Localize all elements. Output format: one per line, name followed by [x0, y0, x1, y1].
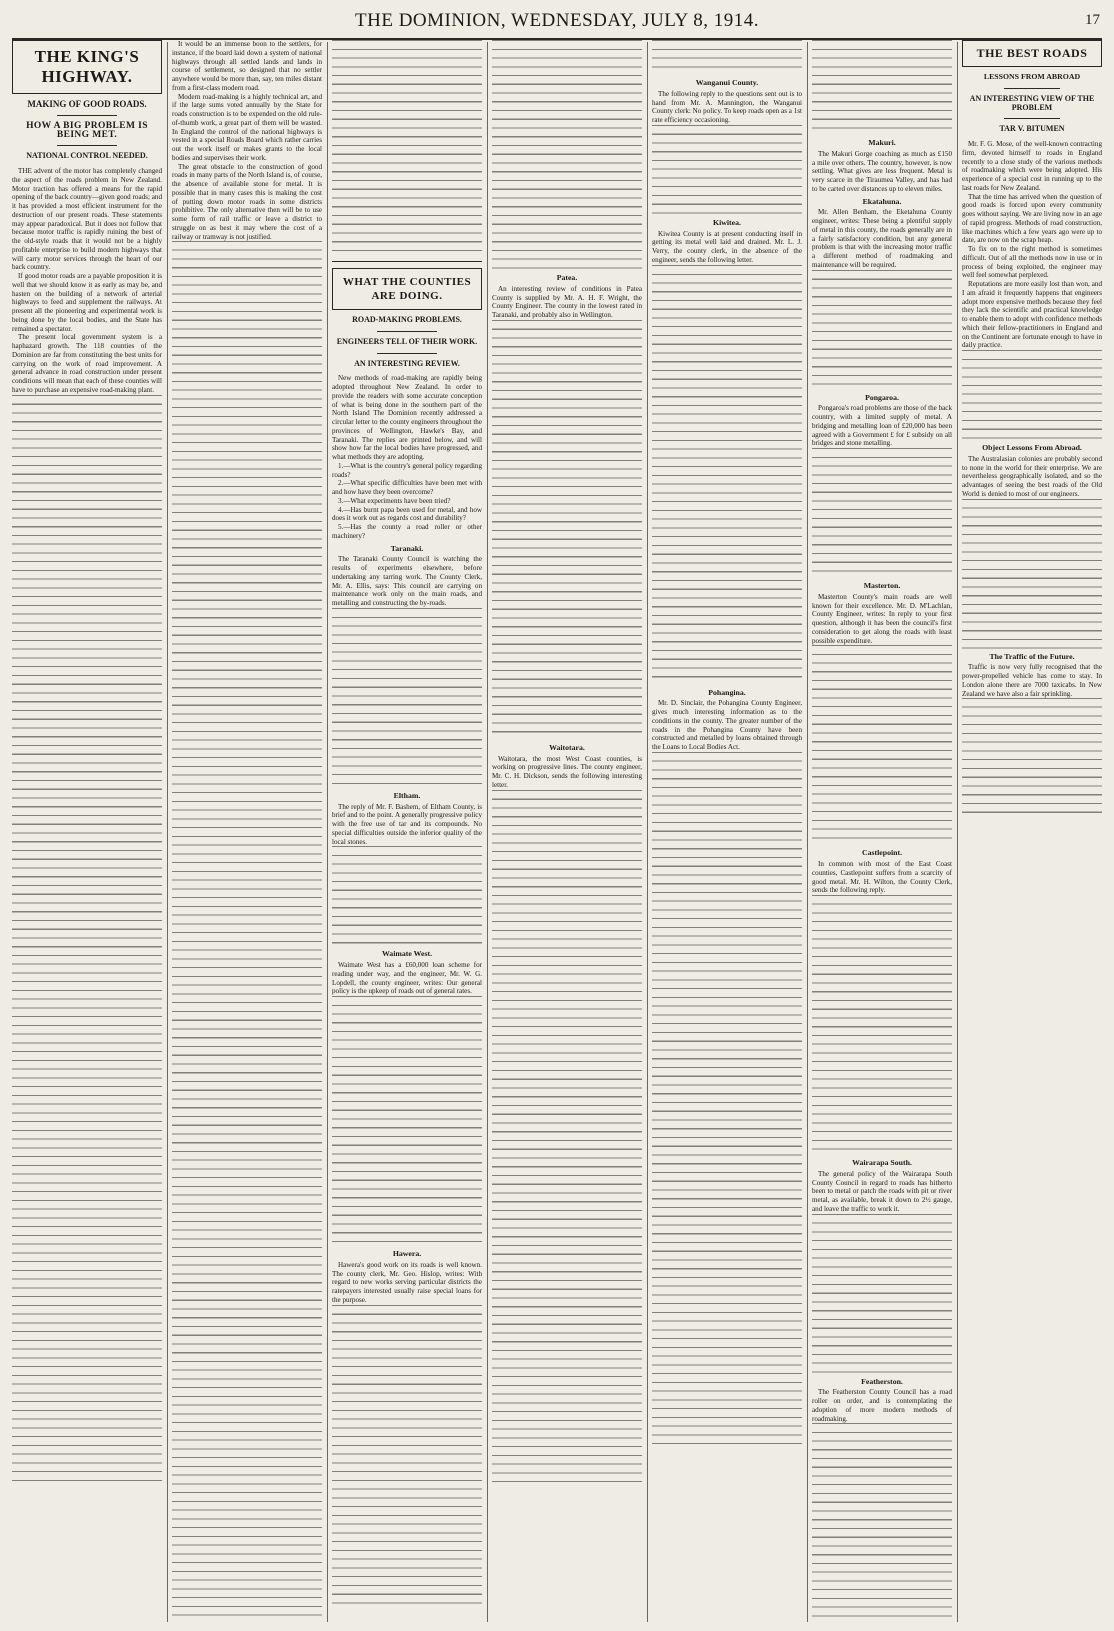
column-rule	[487, 42, 488, 1622]
paragraph: The Australasian colonies are probably second to none in the world for their enterprise. We are nevertheless geographically isolated, and so the advantages of seeing the best roads of the Old World is denied to most of our engineers.	[962, 454, 1102, 498]
text-lines	[332, 846, 482, 946]
paragraph: The present local government system is a haphazard growth. The 118 counties of the Dominion are far from constituting the best units for carrying on the work of road improvement. A general advance in road construction under present conditions will mean that each of these counties will have to purchase an expensive road-making plant.	[12, 333, 162, 394]
section-heading: Pongaroa.	[865, 392, 899, 402]
paragraph: That the time has arrived when the question of good roads is forced upon every community goes without saying. We are living now in an age of rapid progress. Methods of road construction, like machines which a few years ago were up to date, are now on the scrap heap.	[962, 192, 1102, 245]
text-lines	[812, 1214, 952, 1374]
paragraph: Mr. F. G. Mose, of the well-known contracting firm, devoted himself to roads in England recently to a close study of the various methods of roadmaking which were being adopted. His experience of a special cost in running up to the last roads for New Zealand.	[962, 140, 1102, 192]
divider	[1004, 118, 1060, 119]
text-lines	[812, 1423, 952, 1623]
section-heading: Taranaki.	[390, 543, 424, 553]
section-heading: Hawera.	[392, 1249, 422, 1258]
column-6	[812, 40, 952, 1625]
text-lines	[652, 752, 802, 1452]
section-heading: Eltham.	[393, 790, 421, 800]
column-rule	[807, 42, 808, 1622]
deck-lessons: LESSONS FROM ABROAD	[983, 72, 1081, 81]
text-lines	[332, 1305, 482, 1605]
column-1	[12, 40, 162, 1625]
text-lines	[812, 448, 952, 578]
deck-road-making: ROAD-MAKING PROBLEMS.	[352, 315, 462, 324]
section-heading: Masterton.	[863, 581, 901, 590]
column-rule	[327, 42, 328, 1622]
masthead-title: THE DOMINION, WEDNESDAY, JULY 8, 1914.	[355, 10, 759, 31]
section-heading: Waitotara.	[549, 742, 585, 752]
masthead	[12, 4, 1102, 40]
paragraph: THE advent of the motor has completely changed the aspect of the roads problem in New Zealand. Motor traction has offered a means for the rapid opening of the back country—given good roads; and it has provided a most efficient instrument for the destruction of our present roads. These statements may appear paradoxical. But it does not follow that because motor traffic is rapidly ruining the best of the old-style roads that it would not be a highly profitable enterprise to build modern highways that will carry motor services through the heart of our back country.	[12, 167, 162, 272]
paragraph: To fix on to the right method is sometimes difficult. Out of all the methods now in use or in process of being exploited, the engineer may well feel somewhat perplexed.	[962, 245, 1102, 280]
divider	[1004, 88, 1060, 89]
question: 3.—What experiments have been tried?	[338, 496, 451, 505]
paragraph: The great obstacle to the construction of good roads in many parts of the North Island is, of course, the absence of available stone for metal. It is possible that in many cases this is making the cost of putting down motor roads in some districts prohibitive. The only alternative then will be to use some form of rail traffic or leave a district to struggle on as best it may where the cost of a railway or tramway is not justified.	[172, 162, 322, 241]
text-lines	[812, 270, 952, 390]
text-lines	[652, 40, 802, 75]
subhead: Object Lessons From Abroad.	[982, 443, 1082, 452]
paragraph: The Makuri Gorge coaching as much as £150 a mile over others. The country, however, is now settling. What gives are less frequent. Metal is very scarce in the Tiraumea Valley, and has had to be carted over distances up to eleven miles.	[812, 149, 952, 193]
text-lines	[962, 499, 1102, 649]
section-heading: Kiwitea.	[713, 217, 741, 227]
paragraph: In common with most of the East Coast counties, Castlepoint suffers from a scarcity of good metal. Mr. H. Wilton, the County Clerk, sends the following reply.	[812, 860, 952, 895]
question: 2.—What specific difficulties have been met with and how have they been overcome?	[332, 479, 482, 496]
subhead: The Traffic of the Future.	[989, 651, 1075, 661]
column-2	[172, 40, 322, 1625]
text-lines	[332, 608, 482, 788]
column-rule	[957, 42, 958, 1622]
divider	[332, 261, 482, 262]
paragraph: It would be an immense boon to the settlers, for instance, if the board laid down a system of national highways through all settled lands and lands in course of settlement, so designed that no settler anywhere would be more than, say, ten miles distant from a first-class modern road.	[172, 40, 322, 92]
column-7	[962, 40, 1102, 1625]
paragraph: If good motor roads are a payable proposition it is well that we should know it as early as may be, and hasten on the building of a network of arterial highways to feed and supplement the railways. At present all the pioneering and experimental work is being done by the local bodies, and the State has remained a spectator.	[12, 272, 162, 333]
paragraph: The general policy of the Wairarapa South County Council in regard to roads has hitherto been to metal or patch the roads with pit or river metal, as available, break it down to 2½ gauge, and leave the traffic to work it.	[812, 1169, 952, 1213]
headline-best-roads: THE BEST ROADS	[976, 46, 1088, 60]
column-3	[332, 40, 482, 1625]
question: 1.—What is the country's general policy regarding roads?	[332, 461, 482, 479]
question: 5.—Has the county a road roller or other machinery?	[332, 523, 482, 540]
divider	[57, 115, 117, 116]
text-lines	[172, 241, 322, 1621]
page-number: 17	[1085, 12, 1100, 28]
deck-review: AN INTERESTING REVIEW.	[354, 358, 460, 368]
section-heading: Wairarapa South.	[852, 1158, 912, 1167]
text-lines	[962, 350, 1102, 440]
paragraph: The Taranaki County Council is watching the results of experiments elsewhere, before undertaking any tarring work. The County Clerk, Mr. A. Ellis, says: This council are carrying on maintenance work only on the main roads, and metalling and constructing the by-roads.	[332, 555, 482, 607]
text-lines	[812, 40, 952, 135]
best-roads-head	[962, 40, 1102, 67]
divider	[377, 353, 437, 354]
paragraph: Modern road-making is a highly technical art, and if the large sums voted annually by the State for roads construction is to be expended on the old rule-of-thumb work, a great part of them will be wasted. In England the control of the national highways is vested in a special Roads Board which rather carries out the work itself or makes grants to the local bodies and supervises their work.	[172, 92, 322, 162]
paragraph: New methods of road-making are rapidly being adopted throughout New Zealand. In order to provide the readers with some accurate conception of what is being done in the southern part of the North Island The Dominion recently addressed a circular letter to the county engineers throughout the provinces of Wellington, Hawke's Bay, and Taranaki. The replies are printed below, and will show how far the local bodies have progressed, and what methods they are adopting.	[332, 374, 482, 461]
headline-counties: WHAT THE COUNTIES ARE DOING.	[342, 276, 472, 302]
text-lines	[332, 40, 482, 255]
paragraph: Hawera's good work on its roads is well known. The county clerk, Mr. Geo. Hislop, writes: With regard to new works serving particular districts the ratepayers interested usually raise special loans for the purpose.	[332, 1260, 482, 1304]
paragraph: Mr. Allen Benham, the Eketahuna County engineer, writes: These being a plentiful supply of metal in this county, the roads generally are in a fairly satisfactory condition, but any general problem is that with the increasing motor traffic a different method of roadmaking and maintenance will be required.	[812, 208, 952, 269]
column-4	[492, 40, 642, 1625]
section-heading: Patea.	[556, 273, 578, 282]
byline: TAR V. BITUMEN	[999, 124, 1065, 134]
text-lines	[812, 645, 952, 845]
paragraph: Mr. D. Sinclair, the Pohangina County Engineer, gives much interesting information as to the conditions in the county. The greater number of the roads in the Pohangina County have been constructed and metalled by loans obtained through the Loans to Local Bodies Act.	[652, 699, 802, 751]
question: 4.—Has burnt papa been used for metal, and how does it work out as regards cost and durability?	[332, 505, 482, 523]
paragraph: Reputations are more easily lost than won, and I am afraid it frequently happens that engineers adopt more expensive methods because they feel they lack the scientific and practical knowledge to enable them to adopt with confidence methods which their fellow-practitioners in England and on the Continent are fortunate enough to have in daily practice.	[962, 280, 1102, 350]
paragraph: The Featherston County Council has a road roller on order, and is contemplating the adoption of more modern methods of roadmaking.	[812, 1388, 952, 1423]
text-lines	[332, 996, 482, 1246]
section-heading: Ekatahuna.	[862, 196, 902, 206]
kings-highway-head	[12, 40, 162, 94]
section-heading: Featherston.	[861, 1376, 903, 1386]
paragraph: Traffic is now very fully recognised that the power-propelled vehicle has come to stay. In London alone there are 7000 taxicabs. In New Zealand we have also a fair sprinkling.	[962, 663, 1102, 698]
section-heading: Wanganui County.	[695, 78, 759, 87]
section-heading: Castlepoint.	[861, 848, 903, 858]
columns	[12, 40, 1102, 1625]
section-heading: Waimate West.	[381, 949, 433, 959]
deck-interesting-view: AN INTERESTING VIEW OF THE PROBLEM	[969, 93, 1095, 112]
text-lines	[962, 698, 1102, 818]
headline-kings-highway: THE KING'S HIGHWAY.	[34, 47, 140, 86]
text-lines	[652, 265, 802, 685]
deck-engineers: ENGINEERS TELL OF THEIR WORK.	[336, 336, 478, 346]
paragraph: Kiwitea County is at present conducting itself in getting its metal well laid and drained. Mr. L. J. Verry, the county clerk, in the absence of the engineer, sends the following letter.	[652, 229, 802, 264]
counties-head	[332, 268, 482, 310]
deck-big-problem: HOW A BIG PROBLEM IS BEING MET.	[26, 120, 148, 140]
column-rule	[647, 42, 648, 1622]
section-heading: Pohangina.	[708, 687, 746, 697]
paragraph: Masterton County's main roads are well known for their excellence. Mr. D. M'Lachlan, County Engineer, writes: In reply to your first question, although it has been the council's first consideration to get along the roads with least possible expenditure.	[812, 592, 952, 645]
section-heading: Makuri.	[868, 138, 896, 147]
text-lines	[12, 395, 162, 1485]
paragraph: The reply of Mr. F. Bashem, of Eltham County, is brief and to the point. A generally progressive policy with the free use of tar and its compounds. No special difficulties outside the inferior quality of the local stones.	[332, 802, 482, 846]
text-lines	[492, 790, 642, 1490]
divider	[377, 331, 437, 332]
paragraph: Pongaroa's road problems are those of the back country, with a limited supply of metal. A bridging and metalling loan of £20,000 has been agreed with a Government £ for £ subsidy on all bridges and stone metalling.	[812, 404, 952, 448]
column-rule	[167, 42, 168, 1622]
paragraph: The following reply to the questions sent out is to hand from Mr. A. Mannington, the Wanganui County clerk: No policy. To keep roads open as a 1st rate efficiency occasioning.	[652, 89, 802, 124]
paragraph: An interesting review of conditions in Patea County is supplied by Mr. A. H. F. Wright, the County Engineer. The county in the lowest rated in Taranaki, and probably also in Wellington.	[492, 284, 642, 319]
text-lines	[652, 125, 802, 215]
deck-making-roads: MAKING OF GOOD ROADS.	[27, 99, 147, 109]
paragraph: Waitotara, the most West Coast counties, is working on progressive lines. The county engineer, Mr. C. H. Dickson, sends the following interesting letter.	[492, 754, 642, 789]
column-5	[652, 40, 802, 1625]
deck-national-control: NATIONAL CONTROL NEEDED.	[26, 151, 148, 161]
text-lines	[492, 320, 642, 740]
text-lines	[492, 40, 642, 270]
text-lines	[812, 895, 952, 1155]
paragraph: Waimate West has a £60,000 loan scheme for reading under way, and the engineer, Mr. W. G. Lopdell, the county engineer, writes: Our general policy is the upkeep of roads out of general rates.	[332, 961, 482, 996]
divider	[57, 145, 117, 146]
